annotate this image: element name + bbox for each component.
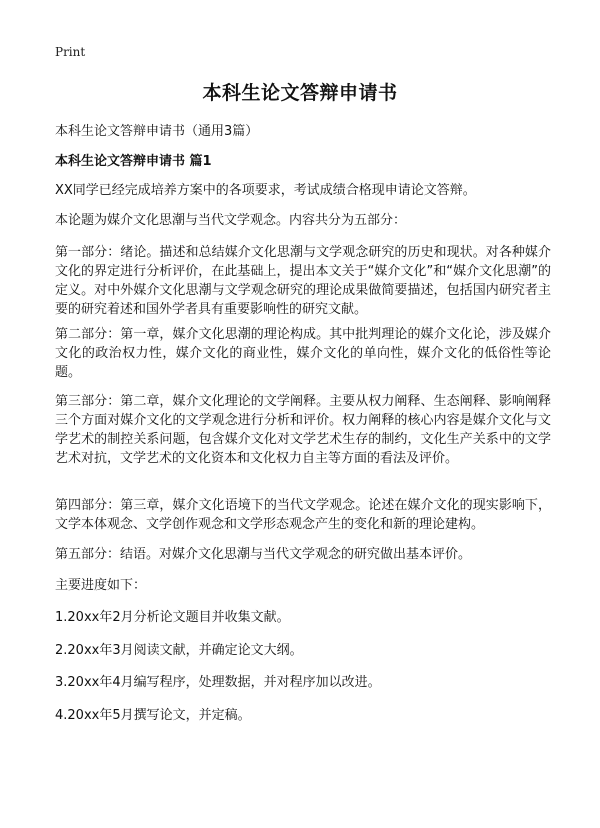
schedule-item-1: 1.20xx年2月分析论文题目并收集文献。 [55,610,290,625]
section-heading: 本科生论文答辩申请书 篇1 [55,154,212,169]
paragraph-part-1: 第一部分：绪论。描述和总结媒介文化思潮与文学观念研究的历史和现状。对各种媒介文化的界定进行分析评价，在此基础上，提出本文关于“媒介文化”和“媒介文化思潮”的定义。对中外媒介文化思潮与文学观念研究的理论成果做简要描述，包括国内研究者主要的研究着述和国外学者具有重要影响性的研究文献。 [55,245,551,317]
paragraph-part-5: 第五部分：结语。对媒介文化思潮与当代文学观念的研究做出基本评价。 [55,547,472,562]
schedule-item-3: 3.20xx年4月编写程序，处理数据，并对程序加以改进。 [55,675,381,690]
subtitle: 本科生论文答辩申请书（通用3篇） [55,124,259,139]
schedule-item-4: 4.20xx年5月撰写论文，并定稿。 [55,708,251,723]
paragraph-part-3: 第三部分：第二章，媒介文化理论的文学阐释。主要从权力阐释、生态阐释、影响阐释三个方面对媒介文化的文学观念进行分析和评价。权力阐释的核心内容是媒介文化与文学艺术的制控关系问题，包含媒介文化对文学艺术生存的制约，文化生产关系中的文学艺术对抗，文学艺术的文化资本和文化权力自主等方面的看法及评价。 [55,394,551,466]
print-link[interactable]: Print [55,45,86,59]
page-title: 本科生论文答辩申请书 [202,82,398,104]
paragraph-part-4: 第四部分：第三章，媒介文化语境下的当代文学观念。论述在媒介文化的现实影响下，文学本体观念、文学创作观念和文学形态观念产生的变化和新的理论建构。 [55,498,551,532]
paragraph-schedule-heading: 主要进度如下： [55,578,147,593]
schedule-item-2: 2.20xx年3月阅读文献，并确定论文大纲。 [55,643,303,658]
paragraph-intro: XX同学已经完成培养方案中的各项要求，考试成绩合格现申请论文答辩。 [55,183,476,198]
paragraph-topic: 本论题为媒介文化思潮与当代文学观念。内容共分为五部分： [55,213,407,228]
paragraph-part-2: 第二部分：第一章，媒介文化思潮的理论构成。其中批判理论的媒介文化论，涉及媒介文化的政治权力性，媒介文化的商业性，媒介文化的单向性，媒介文化的低俗性等论题。 [55,327,551,380]
